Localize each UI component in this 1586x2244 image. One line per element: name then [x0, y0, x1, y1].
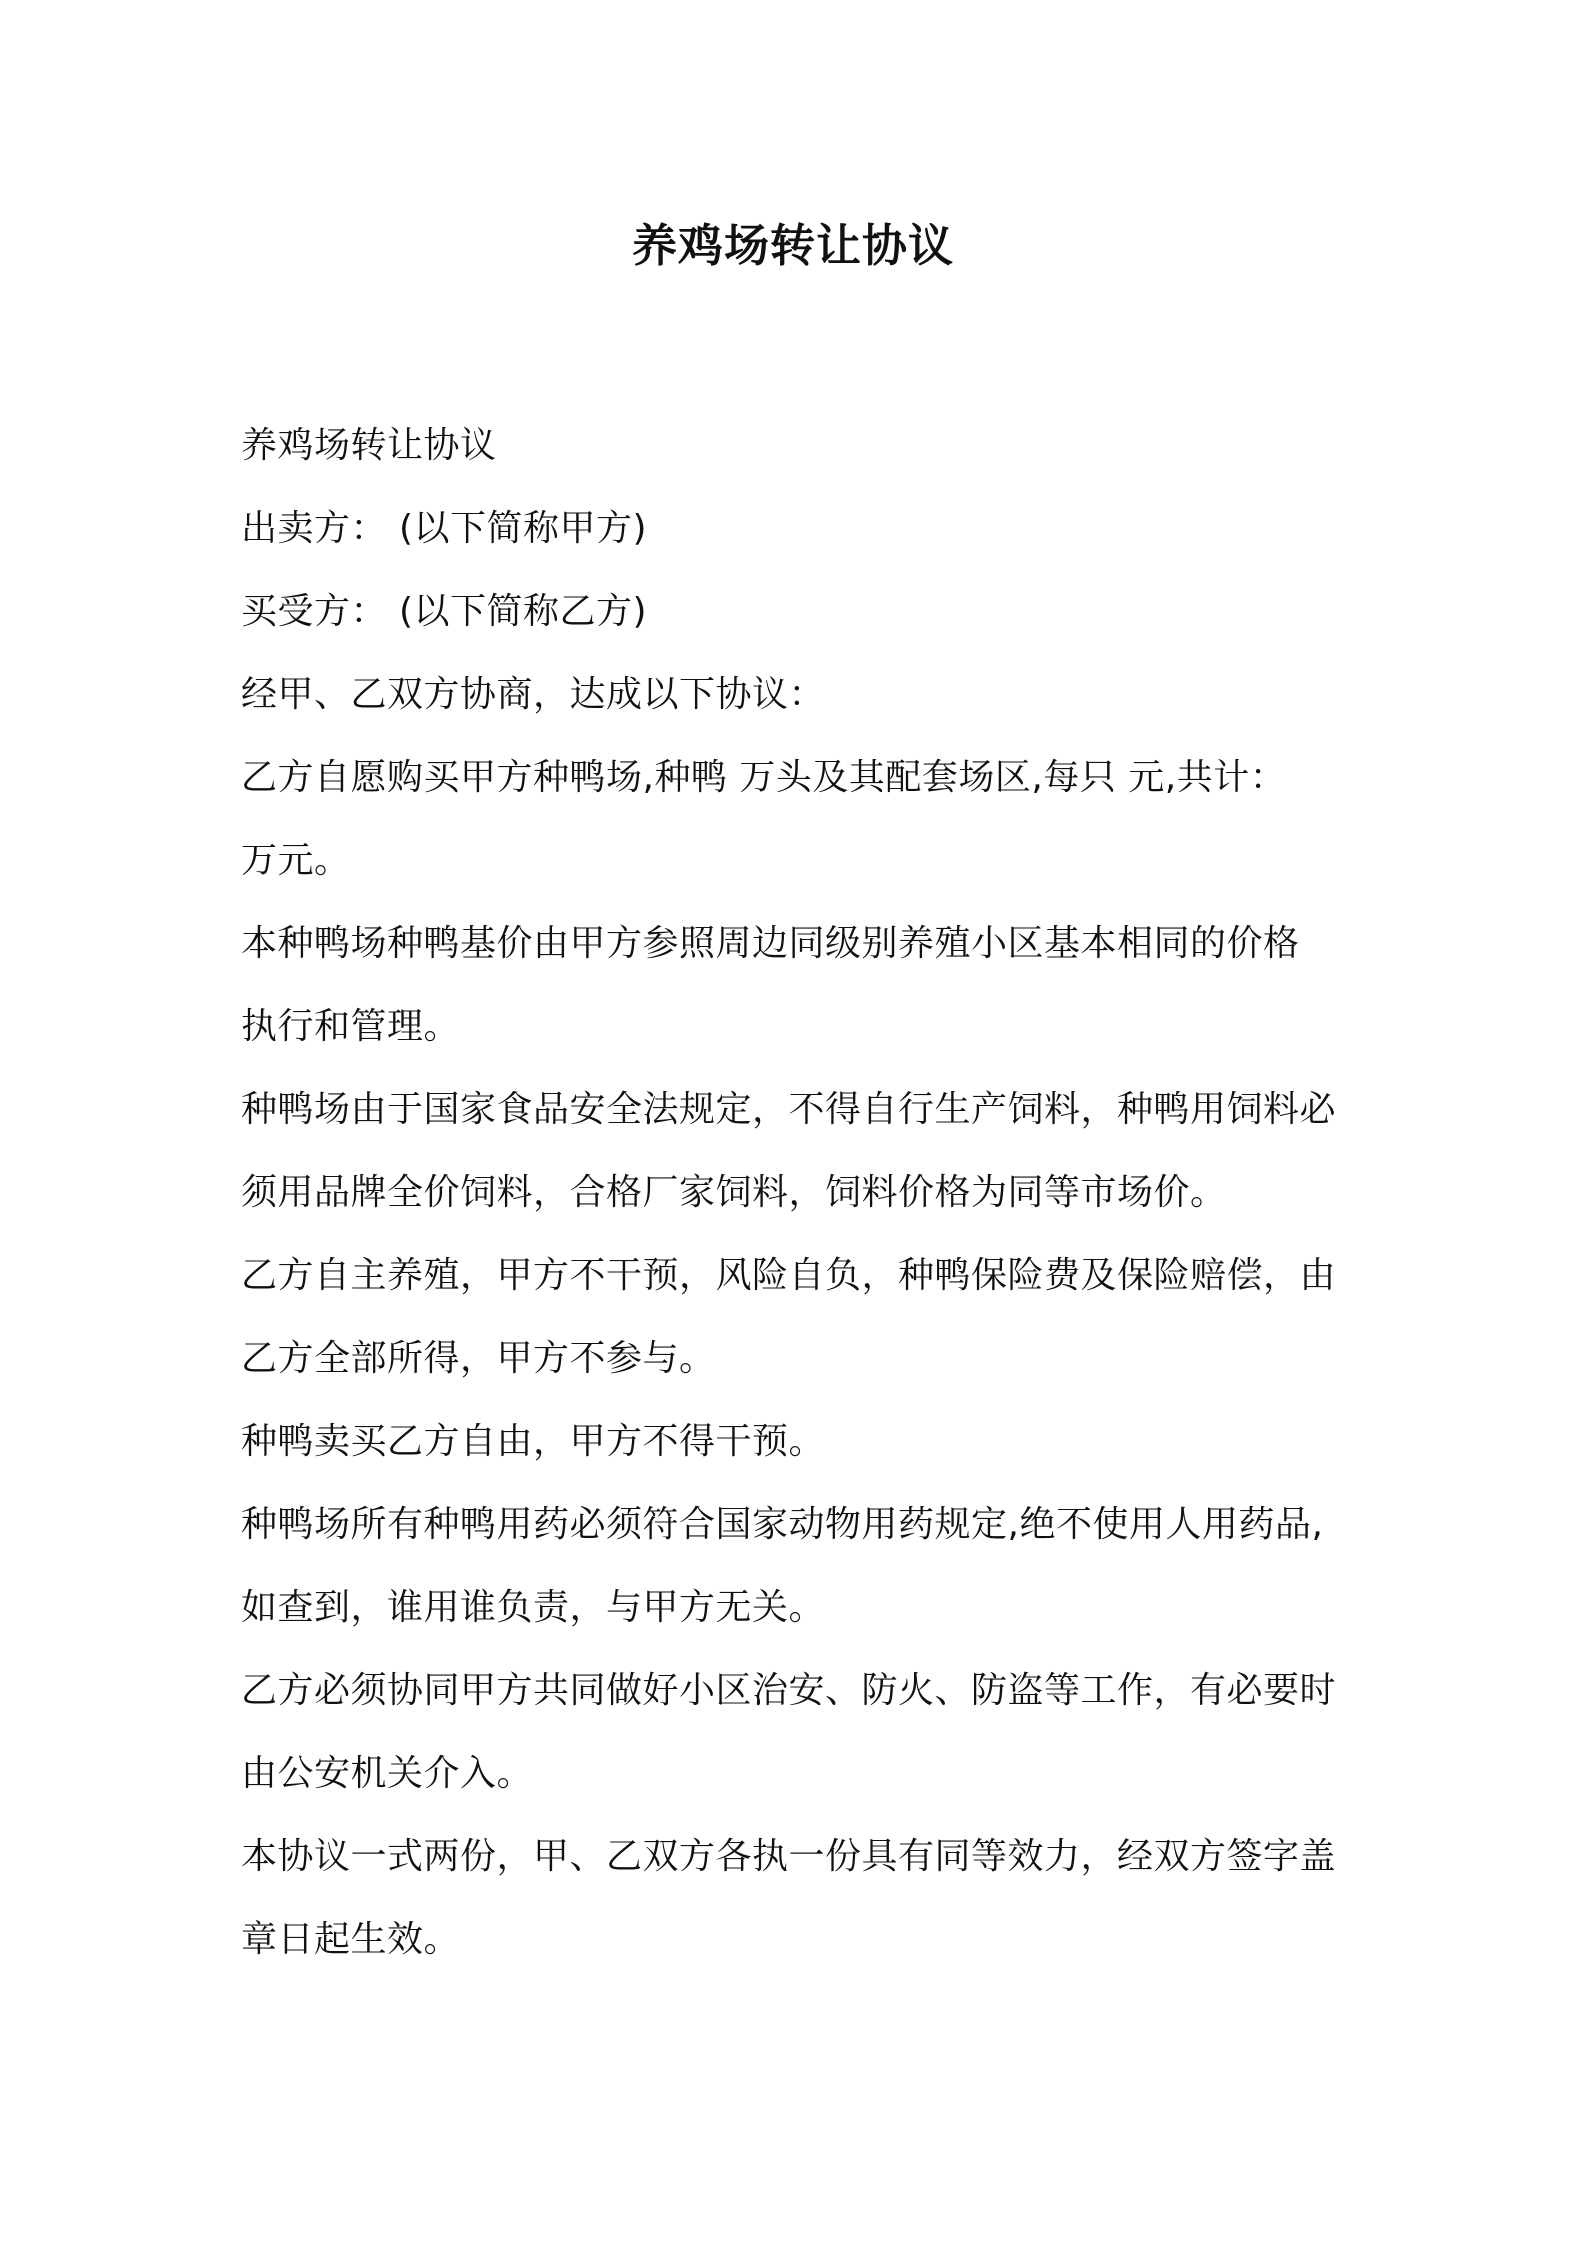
body-line-trade: 种鸭卖买乙方自由，甲方不得干预。 [241, 1421, 826, 1462]
body-line-purchase: 乙方自愿购买甲方种鸭场,种鸭 万头及其配套场区,每只 元,共计： [241, 757, 1287, 798]
document-body [241, 404, 1381, 1981]
body-line-pricing-cont: 执行和管理。 [241, 1006, 461, 1047]
body-line-feed-cont: 须用品牌全价饲料，合格厂家饲料，饲料价格为同等市场价。 [241, 1172, 1227, 1213]
body-line-copies-cont: 章日起生效。 [241, 1919, 461, 1960]
body-line-medicine-cont: 如查到，谁用谁负责，与甲方无关。 [241, 1587, 826, 1628]
body-line-security: 乙方必须协同甲方共同做好小区治安、防火、防盗等工作，有必要时 [241, 1670, 1337, 1711]
body-line-buyer: 买受方： (以下简称乙方) [241, 591, 648, 632]
body-line-heading: 养鸡场转让协议 [241, 425, 497, 466]
body-line-purchase-cont: 万元。 [241, 840, 351, 881]
body-line-risk: 乙方自主养殖，甲方不干预，风险自负，种鸭保险费及保险赔偿，由 [241, 1255, 1337, 1296]
body-line-pricing: 本种鸭场种鸭基价由甲方参照周边同级别养殖小区基本相同的价格 [241, 923, 1300, 964]
body-line-feed: 种鸭场由于国家食品安全法规定，不得自行生产饲料，种鸭用饲料必 [241, 1089, 1337, 1130]
body-line-risk-cont: 乙方全部所得，甲方不参与。 [241, 1338, 716, 1379]
body-line-security-cont: 由公安机关介入。 [241, 1753, 534, 1794]
body-line-medicine: 种鸭场所有种鸭用药必须符合国家动物用药规定,绝不使用人用药品, [241, 1504, 1324, 1545]
body-line-copies: 本协议一式两份，甲、乙双方各执一份具有同等效力，经双方签字盖 [241, 1836, 1337, 1877]
document-title: 养鸡场转让协议 [631, 219, 954, 272]
body-line-intro: 经甲、乙双方协商，达成以下协议： [241, 674, 826, 715]
body-line-seller: 出卖方： (以下简称甲方) [241, 508, 648, 549]
